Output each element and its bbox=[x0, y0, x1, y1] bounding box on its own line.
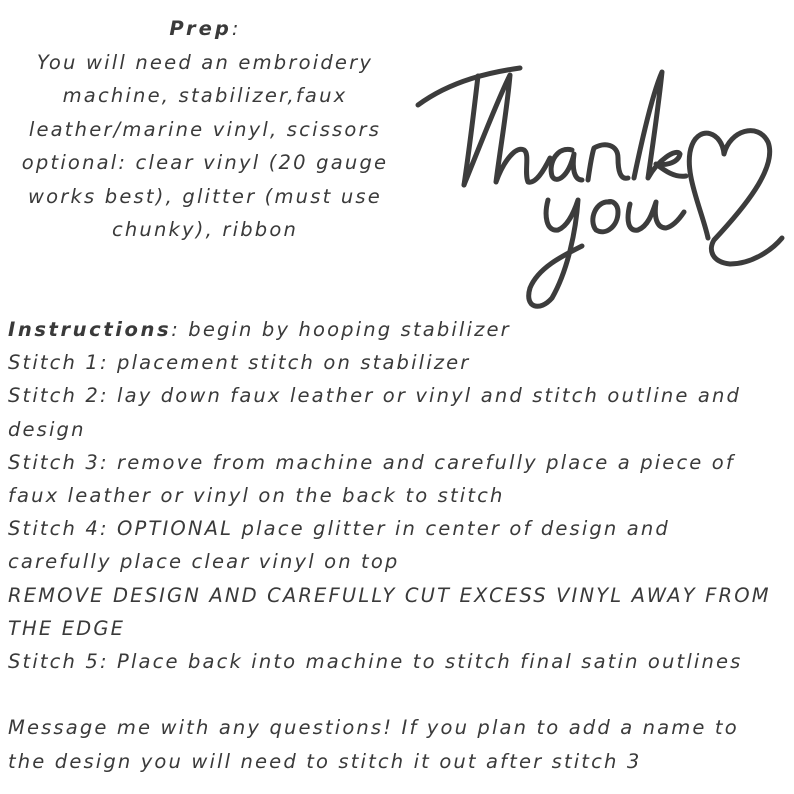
thank-you-script-graphic bbox=[412, 50, 792, 325]
prep-line: optional: clear vinyl (20 gauge bbox=[21, 151, 389, 174]
instruction-line: Stitch 2: lay down faux leather or vinyl and stitch outline and bbox=[8, 384, 742, 408]
instructions-section bbox=[8, 313, 788, 778]
prep-line: machine, stabilizer,faux bbox=[62, 84, 348, 107]
instruction-line: faux leather or vinyl on the back to stitch bbox=[8, 484, 505, 508]
instruction-line: Stitch 1: placement stitch on stabilizer bbox=[8, 351, 471, 375]
instruction-line: design bbox=[8, 417, 86, 441]
script-a bbox=[551, 149, 582, 180]
message-line: the design you will need to stitch it out after stitch 3 bbox=[8, 749, 642, 773]
heart-icon bbox=[689, 131, 782, 264]
prep-line: leather/marine vinyl, scissors bbox=[28, 117, 382, 141]
message-line: Message me with any questions! If you plan to add a name to bbox=[8, 716, 739, 740]
prep-heading-colon: : bbox=[231, 17, 241, 40]
script-u bbox=[628, 202, 684, 230]
prep-line: works best), glitter (must use bbox=[28, 184, 382, 208]
spacer bbox=[8, 678, 788, 711]
instruction-line: REMOVE DESIGN AND CAREFULLY CUT EXCESS VINYL AWAY FROM bbox=[8, 583, 771, 607]
instruction-line: Stitch 5: Place back into machine to stitch final satin outlines bbox=[8, 650, 743, 674]
instructions-heading: Instructions bbox=[8, 318, 172, 341]
prep-line: You will need an embroidery bbox=[36, 50, 374, 74]
prep-section bbox=[0, 12, 410, 247]
script-n bbox=[588, 145, 628, 180]
script-y bbox=[529, 200, 582, 306]
instructions-heading-line bbox=[8, 313, 788, 346]
instruction-line: Stitch 3: remove from machine and carefully place a piece of bbox=[8, 450, 735, 474]
script-k bbox=[634, 72, 686, 178]
script-o bbox=[593, 201, 618, 231]
prep-heading: Prep bbox=[169, 17, 232, 40]
instructions-intro: : begin by hooping stabilizer bbox=[171, 318, 511, 341]
prep-heading-line bbox=[0, 12, 410, 46]
instruction-line: carefully place clear vinyl on top bbox=[8, 550, 400, 574]
instruction-line: THE EDGE bbox=[8, 616, 126, 640]
prep-line: chunky), ribbon bbox=[111, 218, 299, 241]
instruction-line: Stitch 4: OPTIONAL place glitter in center of design and bbox=[8, 517, 670, 541]
